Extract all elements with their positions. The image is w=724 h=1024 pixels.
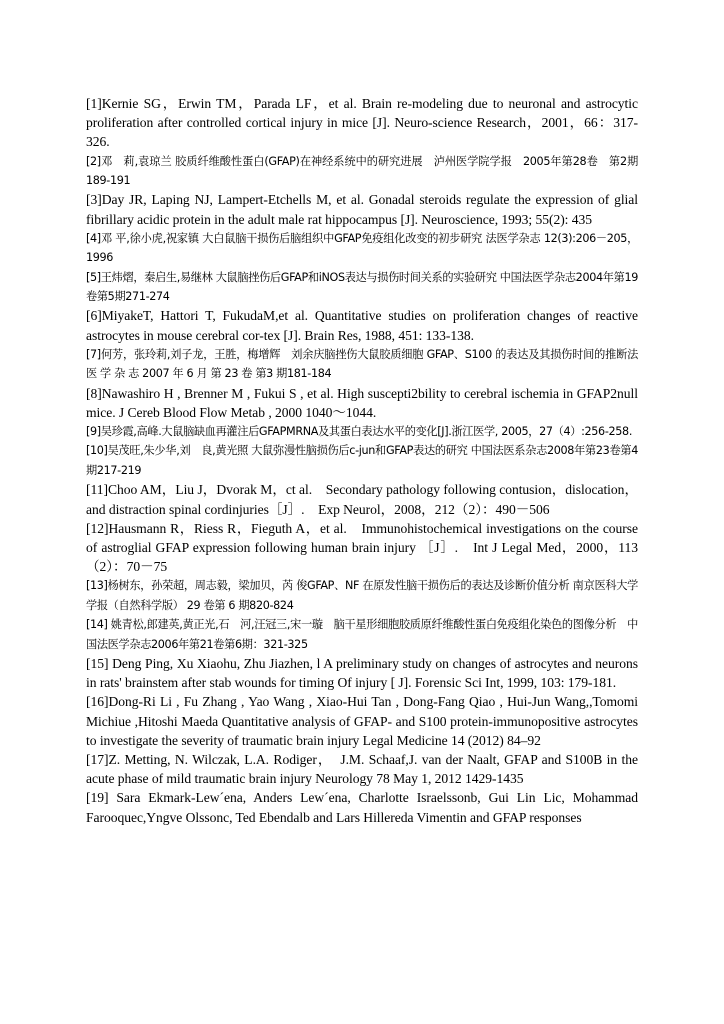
reference-10: [10]吴茂旺,朱少华,刘 良,黄光照 大鼠弥漫性脑损伤后c-jun和GFAP表达的研究 中国法医系杂志2008年第23卷第4期217-219 (86, 444, 638, 477)
reference-12: [12]Hausmann R，Riess R，Fieguth A，et al. Immunohistochemical investigations on the course of astroglial GFAP expression following human brain injury ［J］. Int J Legal Med，2000，113（2）：70－75 (86, 520, 638, 575)
reference-15: [15] Deng Ping, Xu Xiaohu, Zhu Jiazhen, l A preliminary study on changes of astrocytes and neurons in rats' brainstem after stab wounds for timing Of injury [ J]. Forensic Sci Int, 1999, 103: 179-181. (86, 655, 638, 691)
reference-1: [1]Kernie SG，Erwin TM，Parada LF，et al. Brain re-modeling due to neuronal and astrocytic proliferation after controlled cortical injury in mice [J]. Neuro-science Research，2001，66：317- 326. (86, 96, 638, 150)
reference-list (86, 94, 638, 827)
reference-16: [16]Dong-Ri Li , Fu Zhang , Yao Wang , Xiao-Hui Tan , Dong-Fang Qiao , Hui-Jun Wang,,Tomomi Michiue ,Hitoshi Maeda Quantitative analysis of GFAP- and S100 protein-immunopositive astrocytes to investigate the severity of traumatic brain injury Legal Medicine 14 (2012) 84–92 (86, 694, 638, 748)
reference-11: [11]Choo AM，Liu J，Dvorak M，ct al. Secondary pathology following contusion，dislocation，and distraction spinal cordinjuries［J］. Exp Neurol，2008，212（2）：490－506 (86, 482, 638, 517)
reference-3: [3]Day JR, Laping NJ, Lampert-Etchells M, et al. Gonadal steroids regulate the expression of glial fibrillary acidic protein in the adult male rat hippocampus [J]. Neuroscience, 1993; 55(2): 435 (86, 192, 638, 227)
reference-7: [7]何芳，张玲莉,刘子龙，王胜，梅增辉 刘余庆脑挫伤大鼠胶质细胞 GFAP、S100 的表达及其损伤时间的推断法 医 学 杂 志 2007 年 6 月 第 23 卷 第3 期181-184 (86, 347, 638, 381)
reference-9: [9]吴珍霞,高峰.大鼠脑缺血再灌注后GFAPMRNA及其蛋白表达水平的变化[J].浙江医学, 2005，27（4）:256-258. (86, 425, 633, 439)
reference-2: [2]邓 莉,袁琼兰 胶质纤维酸性蛋白(GFAP)在神经系统中的研究进展 泸州医学院学报 2005年第28卷 第2期 189-191 (86, 154, 638, 188)
reference-4: [4]邓 平,徐小虎,祝家镇 大白鼠脑干损伤后脑组织中GFAP免疫组化改变的初步研究 法医学杂志 12(3):206－205，1996 (86, 231, 638, 265)
reference-19: [19] Sara Ekmark-Lew´ena, Anders Lew´ena, Charlotte Israelssonb, Gui Lin Lic, Mohammad Farooquec,Yngve Olssonc, Ted Ebendalb and Lars Hillereda Vimentin and GFAP responses (86, 790, 638, 825)
reference-6: [6]MiyakeT, Hattori T, FukudaM,et al. Quantitative studies on proliferation changes of reactive astrocytes in mouse cerebral cor-tex [J]. Brain Res, 1988, 451: 133-138. (86, 308, 638, 343)
reference-14: [14] 姚青松,郎建英,黄正光,石 河,汪冠三,宋一璇 脑干星形细胞胶质原纤维酸性蛋白免疫组化染色的图像分析 中国法医学杂志2006年第21卷第6期：321-325 (86, 618, 638, 651)
reference-17: [17]Z. Metting, N. Wilczak, L.A. Rodiger， J.M. Schaaf,J. van der Naalt, GFAP and S100B in the acute phase of mild traumatic brain injury Neurology 78 May 1, 2012 1429-1435 (86, 751, 638, 787)
reference-13: [13]杨树东，孙荣超，周志毅，梁加贝，芮 俊GFAP、NF 在原发性脑干损伤后的表达及诊断价值分析 南京医科大学学报（自然科学版） 29 卷第 6 期820-824 (86, 579, 638, 612)
reference-8: [8]Nawashiro H , Brenner M , Fukui S , et al. High suscepti2bility to cerebral ischemia in GFAP2null mice. J Cereb Blood Flow Metab , 2000 1040～1044. (86, 385, 638, 420)
reference-5: [5]王炜熠，秦启生,易继林 大鼠脑挫伤后GFAP和iNOS表达与损伤时间关系的实验研究 中国法医学杂志2004年第19卷第5期271-274 (86, 270, 638, 304)
